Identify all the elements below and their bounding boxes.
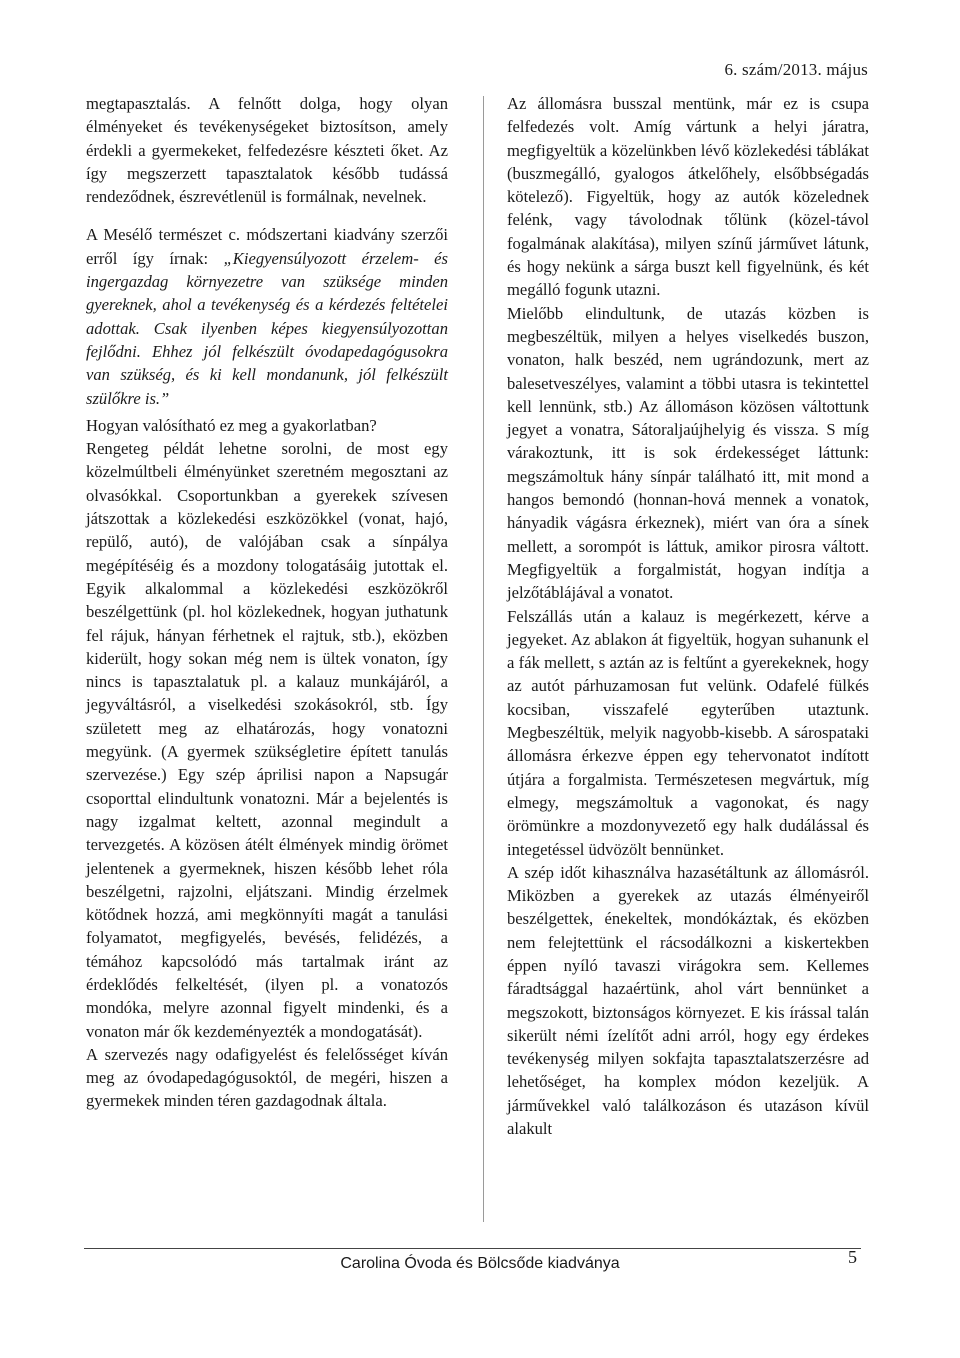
paragraph-with-quote [86,223,448,409]
paragraph: Rengeteg példát lehetne sorolni, de most egy közelmúltbeli élményünket szeretném megosztani az olvasókkal. Csoportunkban a gyerekek szívesen játszottak a közlekedési eszközökkel (vonat, hajó, repülő, autó), de valójában csak a sínpálya megépítéséig és a mozdony tologatásáig jutottak el. Egyik alkalommal a közlekedési eszközökről beszélgettünk (pl. hol közlekednek, hogyan juthatunk fel rájuk, hányan férhetnek el rajtuk, stb.), eközben kiderült, hogy sokan még nem is ültek vonaton, így nincs is tapasztalatuk pl. a kalauz munkájáról, a jegyváltásról, a viselkedési szokásokról, stb. Így született meg az elhatározás, hogy vonatozni megyünk. (A gyermek szükségletire épített tanulás szervezése.) Egy szép áprilisi napon a Napsugár csoporttal elindultunk vonatozni. Már a bejelentés is nagy izgalmat keltett, azonnal megindult a tervezgetés. A közösen átélt élmények mindig örömet jelentenek a gyermeknek, hiszen később lehet róla beszélgetni, rajzolni, eljátszani. Mindig érzelmek kötődnek hozzá, ami megkönnyíti magát a tanulási folyamatot, megfigyelés, bevésés, felidézés, a témához kapcsolódó más tartalmak iránt az érdeklődés felkeltését, (ilyen pl. a vonatozós mondóka, melyre azonnal figyelt mindenki, és a vonaton már ők kezdeményezték a mondogatását). [86,439,448,1041]
paragraph: A szép időt kihasználva hazasétáltunk az állomásról. Miközben a gyerekek az utazás élményeiről beszélgettek, énekeltek, mondókáztak, és eközben nem felejtettünk el rácsodálkozni a kiskertekben éppen nyíló tavaszi virágokra sem. Kellemes fáradtsággal hazaértünk, ahol várt bennünket a megszokott, biztonságos környezet. E kis írással talán sikerült némi ízelítőt adni arról, hogy egy érdekes tevékenység milyen sokfajta tapasztalatszerzésre ad lehetőséget, ha komplex módon kezeljük. A járművekkel való találkozáson és utazáson kívül alakult [507,862,869,1139]
left-column [86,92,448,1113]
paragraph: megtapasztalás. A felnőtt dolga, hogy olyan élményeket és tevékenységeket biztosítson, amely érdekli a gyermekeket, felfedezésre készteti őket. Az így megszerzett tapasztalatok később tudássá rendeződnek, észrevétlenül is formálnak, nevelnek. [86,94,448,207]
paragraph: A szervezés nagy odafigyelést és felelősséget kíván meg az óvodapedagógusoktól, de megéri, hiszen a gyermekek minden téren gazdagodnak általa. [86,1044,448,1111]
paragraph: Az állomásra busszal mentünk, már ez is csupa felfedezés volt. Amíg vártunk a helyi járatra, megfigyeltük a közelünkben lévő közlekedési táblákat (buszmegálló, gyalogos átkelőhely, elsőbbségadás kötelező). Figyeltük, hogy az autók közelednek felénk, vagy távolodnak tőlünk (közel-távol fogalmának alakítása), milyen színű járművet látunk, és hogy nekünk a sárga buszt kell figyelnünk, és két megálló fogunk utazni. [507,94,869,300]
column-divider [483,96,484,1222]
right-column [507,92,869,1140]
paragraph: Felszállás után a kalauz is megérkezett, kérve a jegyeket. Az ablakon át figyeltük, hogyan suhanunk el a fák mellett, s aztán az is feltűnt a gyerekeknek, hogy az autót párhuzamosan fut velünk. Odafelé fülkés kocsiban, visszafelé egyterűben utaztunk. Megbeszéltük, melyik nagyobb-kisebb. A sárospataki állomásra érkezve éppen egy tehervonatot indított útjára a forgalmista. Természetesen megvártuk, míg elmegy, megszámoltuk a vagonokat, és nagy örömünkre a mozdonyvezető egy halk dudálással és integetéssel üdvözölt bennünket. [507,606,869,859]
quote-text: „Kiegyensúlyozott érzelem- és ingergazdag környezetre van szüksége minden gyereknek, ahol a tevékenység és a kérdezés feltételei adottak. Csak ilyenben képes kiegyensúlyozottan fejlődni. Ehhez jól felkészült óvodapedagógusokra van szükség, és ki kell mondanunk, jól felkészült szülőkre is.” [86,248,448,408]
paragraph: Hogyan valósítható ez meg a gyakorlatban? [86,415,377,435]
footer-rule [84,1248,861,1249]
quote-intro: A Mesélő természet c. módszertani kiadvány szerzői erről így írnak: [86,225,448,268]
issue-header: 6. szám/2013. május [724,60,868,79]
publisher-footer: Carolina Óvoda és Bölcsőde kiadványa [340,1255,620,1272]
page-number: 5 [848,1247,857,1267]
paragraph: Mielőbb elindultunk, de utazás közben is megbeszéltük, milyen a helyes viselkedés buszon, vonaton, halk beszéd, nem ugrándozunk, mert az balesetveszélyes, valamint a többi utasra is tekintettel kell lennünk, stb.) Az állomáson közösen váltottunk jegyet a vonatra, Sátoraljaújhelyig és vissza. S míg várakoztunk, itt is sok érdekességet láttunk: megszámoltuk hány sínpár található itt, mit mond a hangos bemondó (honnan-hová mennek a vonatok, hányadik vágásra érkeznek), miért van óra a sínek mellett, a sorompót is láttuk, amikor pirosra váltott. Megfigyeltük a forgalmistát, hogyan indítja a jelzőtáblájával a vonatot. [507,303,869,603]
